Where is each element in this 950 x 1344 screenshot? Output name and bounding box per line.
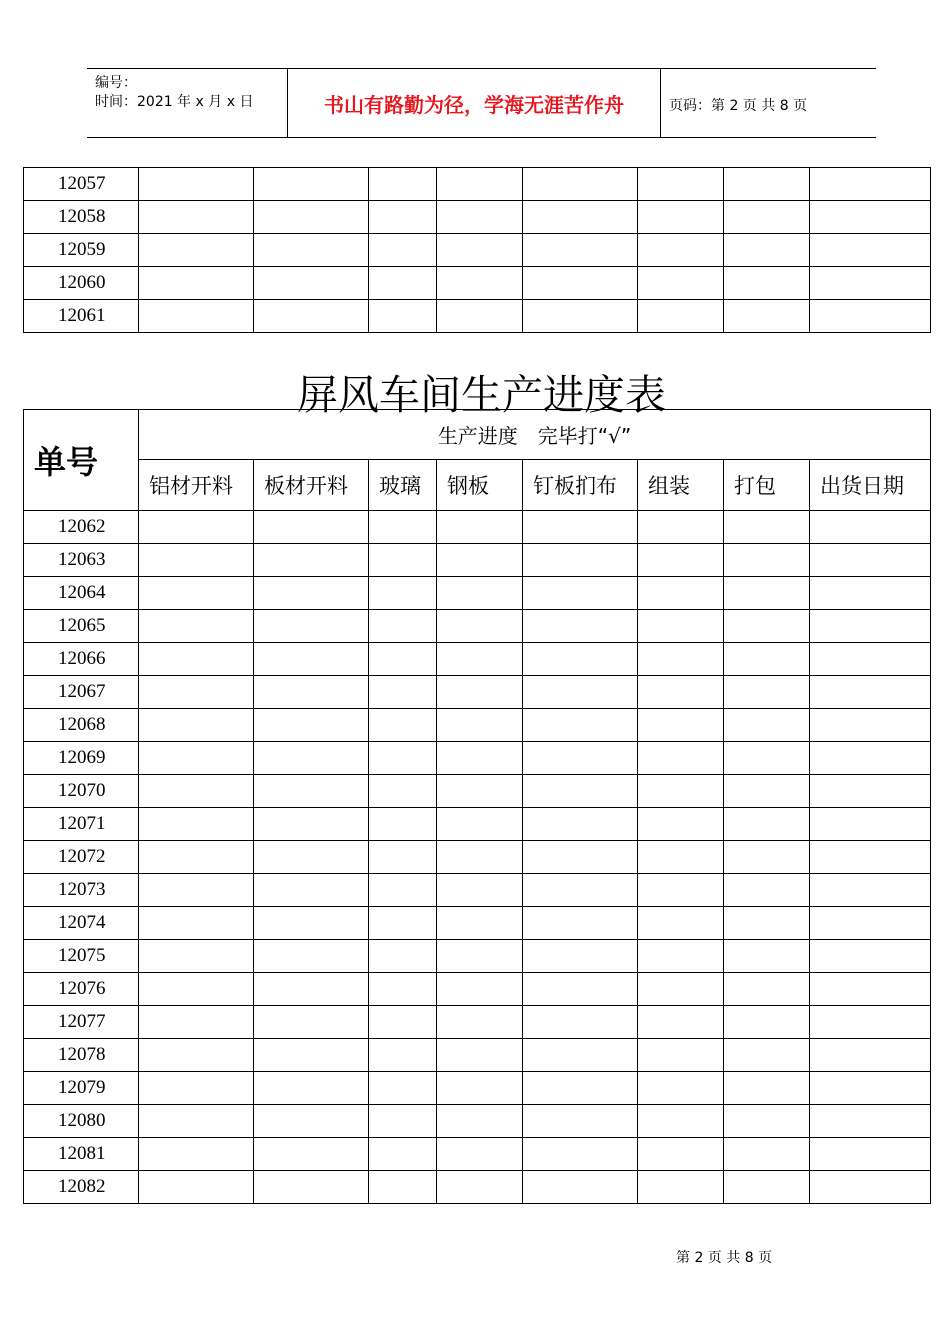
table-row [24,168,931,201]
order-number-cell: 12070 [24,775,139,808]
progress-cell[interactable] [724,874,810,907]
table-row [24,940,931,973]
progress-cell[interactable] [638,841,724,874]
motto: 书山有路勤为径，学海无涯苦作舟 [288,69,661,137]
column-header: 铝材开料 [139,460,254,511]
progress-cell[interactable] [139,168,254,201]
progress-cell[interactable] [254,300,369,333]
table-row [24,841,931,874]
progress-cell[interactable] [810,1105,931,1138]
order-number-cell: 12060 [24,267,139,300]
progress-cell[interactable] [254,577,369,610]
progress-cell[interactable] [139,1039,254,1072]
progress-cell[interactable] [254,1105,369,1138]
column-header: 钢板 [437,460,523,511]
progress-cell[interactable] [724,168,810,201]
progress-table [23,409,931,1204]
progress-cell[interactable] [724,1006,810,1039]
progress-cell[interactable] [810,168,931,201]
table-row [24,742,931,775]
progress-cell[interactable] [369,1105,437,1138]
progress-cell[interactable] [254,1006,369,1039]
progress-cell[interactable] [523,907,638,940]
progress-cell[interactable] [139,1138,254,1171]
progress-cell[interactable] [369,511,437,544]
progress-cell[interactable] [724,201,810,234]
progress-cell[interactable] [638,808,724,841]
progress-cell[interactable] [523,643,638,676]
column-header: 组装 [638,460,724,511]
progress-cell[interactable] [638,234,724,267]
table-row [24,1039,931,1072]
progress-cell[interactable] [523,808,638,841]
progress-cell[interactable] [254,643,369,676]
progress-cell[interactable] [437,808,523,841]
order-number-cell: 12073 [24,874,139,907]
order-number-cell: 12072 [24,841,139,874]
progress-cell[interactable] [437,874,523,907]
progress-cell[interactable] [369,973,437,1006]
table-row [24,775,931,808]
order-number-cell: 12057 [24,168,139,201]
code-label: 编号： [95,75,137,91]
order-number-cell: 12059 [24,234,139,267]
progress-cell[interactable] [810,300,931,333]
progress-cell[interactable] [638,1072,724,1105]
progress-cell[interactable] [810,1039,931,1072]
progress-cell[interactable] [254,907,369,940]
progress-cell[interactable] [724,808,810,841]
progress-cell[interactable] [139,1072,254,1105]
order-number-cell: 12081 [24,1138,139,1171]
progress-cell[interactable] [369,544,437,577]
progress-cell[interactable] [254,201,369,234]
progress-cell[interactable] [523,234,638,267]
progress-cell[interactable] [724,676,810,709]
progress-cell[interactable] [638,577,724,610]
progress-cell[interactable] [523,709,638,742]
progress-cell[interactable] [810,775,931,808]
progress-cell[interactable] [638,643,724,676]
progress-cell[interactable] [638,676,724,709]
progress-cell[interactable] [724,1138,810,1171]
progress-cell[interactable] [523,742,638,775]
progress-cell[interactable] [638,1105,724,1138]
header-meta [87,69,288,137]
progress-cell[interactable] [254,267,369,300]
table-row [24,973,931,1006]
progress-cell[interactable] [810,1006,931,1039]
progress-cell[interactable] [638,940,724,973]
table-row [24,874,931,907]
order-number-cell: 12074 [24,907,139,940]
progress-cell[interactable] [523,1006,638,1039]
progress-cell[interactable] [254,1072,369,1105]
top-table [23,167,931,333]
progress-cell[interactable] [638,511,724,544]
progress-cell[interactable] [437,907,523,940]
progress-cell[interactable] [369,808,437,841]
progress-cell[interactable] [523,511,638,544]
progress-cell[interactable] [139,610,254,643]
progress-cell[interactable] [254,841,369,874]
order-number-cell: 12080 [24,1105,139,1138]
page-info: 页码：第 2 页 共 8 页 [669,98,808,114]
progress-cell[interactable] [724,300,810,333]
progress-cell[interactable] [810,544,931,577]
progress-cell[interactable] [523,577,638,610]
order-number-cell: 12071 [24,808,139,841]
progress-cell[interactable] [139,940,254,973]
progress-cell[interactable] [523,1138,638,1171]
progress-cell[interactable] [139,201,254,234]
table-row [24,1138,931,1171]
table-row [24,808,931,841]
table-row [24,234,931,267]
progress-cell[interactable] [724,234,810,267]
progress-cell[interactable] [523,1039,638,1072]
progress-cell[interactable] [724,643,810,676]
progress-cell[interactable] [139,267,254,300]
progress-cell[interactable] [437,1105,523,1138]
progress-cell[interactable] [369,168,437,201]
progress-cell[interactable] [437,610,523,643]
progress-cell[interactable] [254,874,369,907]
progress-cell[interactable] [638,1138,724,1171]
progress-cell[interactable] [810,577,931,610]
progress-cell[interactable] [254,234,369,267]
progress-cell[interactable] [254,973,369,1006]
table-row [24,511,931,544]
progress-cell[interactable] [638,267,724,300]
progress-cell[interactable] [369,841,437,874]
progress-cell[interactable] [724,940,810,973]
table-row [24,709,931,742]
progress-cell[interactable] [638,300,724,333]
time-label: 时间：2021 年 x 月 x 日 [95,94,254,110]
progress-cell[interactable] [369,775,437,808]
progress-cell[interactable] [810,841,931,874]
progress-cell[interactable] [437,643,523,676]
progress-cell[interactable] [139,742,254,775]
order-number-cell: 12082 [24,1171,139,1204]
progress-cell[interactable] [810,1072,931,1105]
order-number-header: 单号 [24,410,139,511]
progress-cell[interactable] [139,775,254,808]
progress-cell[interactable] [810,742,931,775]
table-row [24,577,931,610]
progress-cell[interactable] [523,300,638,333]
progress-cell[interactable] [638,874,724,907]
table-row [24,610,931,643]
progress-cell[interactable] [810,267,931,300]
progress-cell[interactable] [638,775,724,808]
progress-cell[interactable] [810,1171,931,1204]
progress-cell[interactable] [523,841,638,874]
table-row [24,544,931,577]
progress-cell[interactable] [369,577,437,610]
order-number-cell: 12067 [24,676,139,709]
progress-cell[interactable] [369,300,437,333]
progress-cell[interactable] [638,907,724,940]
progress-cell[interactable] [523,201,638,234]
progress-cell[interactable] [437,841,523,874]
progress-cell[interactable] [724,610,810,643]
progress-cell[interactable] [369,610,437,643]
progress-cell[interactable] [724,709,810,742]
progress-cell[interactable] [523,168,638,201]
progress-cell[interactable] [369,940,437,973]
progress-cell[interactable] [254,1039,369,1072]
progress-cell[interactable] [254,1171,369,1204]
progress-cell[interactable] [437,1072,523,1105]
progress-cell[interactable] [254,940,369,973]
progress-cell[interactable] [369,1171,437,1204]
progress-cell[interactable] [437,709,523,742]
table-row [24,300,931,333]
progress-cell[interactable] [810,643,931,676]
progress-header: 生产进度 完毕打“√” [139,410,931,460]
progress-cell[interactable] [638,973,724,1006]
order-number-cell: 12065 [24,610,139,643]
progress-cell[interactable] [437,1138,523,1171]
progress-cell[interactable] [254,775,369,808]
progress-cell[interactable] [724,1039,810,1072]
progress-cell[interactable] [810,610,931,643]
progress-cell[interactable] [139,808,254,841]
progress-cell[interactable] [369,1039,437,1072]
progress-cell[interactable] [369,267,437,300]
progress-cell[interactable] [369,874,437,907]
column-header: 钉板扪布 [523,460,638,511]
progress-cell[interactable] [437,1006,523,1039]
progress-cell[interactable] [724,973,810,1006]
progress-cell[interactable] [254,610,369,643]
progress-cell[interactable] [724,511,810,544]
table-row [24,1171,931,1204]
progress-cell[interactable] [139,1105,254,1138]
progress-cell[interactable] [724,742,810,775]
progress-cell[interactable] [638,168,724,201]
progress-cell[interactable] [724,267,810,300]
order-number-cell: 12066 [24,643,139,676]
progress-cell[interactable] [724,577,810,610]
order-number-cell: 12064 [24,577,139,610]
progress-cell[interactable] [437,1039,523,1072]
progress-cell[interactable] [139,1171,254,1204]
progress-cell[interactable] [810,234,931,267]
progress-cell[interactable] [523,1105,638,1138]
table-row [24,1072,931,1105]
progress-cell[interactable] [810,973,931,1006]
progress-cell[interactable] [523,775,638,808]
progress-cell[interactable] [810,201,931,234]
progress-cell[interactable] [437,300,523,333]
table-row [24,201,931,234]
progress-cell[interactable] [139,577,254,610]
order-number-cell: 12079 [24,1072,139,1105]
progress-cell[interactable] [139,676,254,709]
progress-cell[interactable] [724,775,810,808]
table-row [24,1105,931,1138]
progress-cell[interactable] [437,742,523,775]
progress-cell[interactable] [638,1171,724,1204]
progress-cell[interactable] [810,1138,931,1171]
progress-cell[interactable] [139,1006,254,1039]
order-number-cell: 12075 [24,940,139,973]
progress-cell[interactable] [523,544,638,577]
order-number-cell: 12063 [24,544,139,577]
progress-cell[interactable] [369,676,437,709]
progress-cell[interactable] [523,874,638,907]
progress-cell[interactable] [638,709,724,742]
progress-cell[interactable] [369,234,437,267]
page-header [87,68,876,138]
progress-cell[interactable] [369,1138,437,1171]
progress-cell[interactable] [437,1171,523,1204]
order-number-cell: 12078 [24,1039,139,1072]
table-row [24,676,931,709]
table-row [24,907,931,940]
progress-cell[interactable] [638,1006,724,1039]
progress-cell[interactable] [638,201,724,234]
progress-cell[interactable] [810,940,931,973]
order-number-cell: 12062 [24,511,139,544]
column-header: 打包 [724,460,810,511]
progress-cell[interactable] [724,544,810,577]
progress-cell[interactable] [139,300,254,333]
progress-cell[interactable] [523,676,638,709]
order-number-cell: 12068 [24,709,139,742]
progress-cell[interactable] [254,709,369,742]
progress-cell[interactable] [523,940,638,973]
progress-cell[interactable] [369,709,437,742]
progress-cell[interactable] [523,1171,638,1204]
page-footer: 第 2 页 共 8 页 [676,1250,773,1266]
progress-cell[interactable] [810,676,931,709]
progress-cell[interactable] [724,1171,810,1204]
table-row [24,643,931,676]
progress-cell[interactable] [523,973,638,1006]
progress-cell[interactable] [523,610,638,643]
progress-cell[interactable] [139,841,254,874]
progress-cell[interactable] [724,1072,810,1105]
progress-cell[interactable] [254,808,369,841]
progress-cell[interactable] [254,676,369,709]
progress-cell[interactable] [254,742,369,775]
progress-cell[interactable] [139,544,254,577]
progress-cell[interactable] [139,234,254,267]
column-header: 出货日期 [810,460,931,511]
progress-cell[interactable] [139,973,254,1006]
progress-cell[interactable] [724,1105,810,1138]
progress-cell[interactable] [139,874,254,907]
progress-cell[interactable] [810,907,931,940]
progress-cell[interactable] [437,940,523,973]
progress-cell[interactable] [638,1039,724,1072]
progress-cell[interactable] [369,1006,437,1039]
progress-cell[interactable] [437,676,523,709]
order-number-cell: 12077 [24,1006,139,1039]
progress-cell[interactable] [437,267,523,300]
column-header: 玻璃 [369,460,437,511]
progress-cell[interactable] [523,1072,638,1105]
progress-cell[interactable] [139,511,254,544]
progress-cell[interactable] [638,544,724,577]
progress-cell[interactable] [437,775,523,808]
progress-cell[interactable] [724,841,810,874]
progress-cell[interactable] [139,709,254,742]
column-header: 板材开料 [254,460,369,511]
table-row [24,1006,931,1039]
progress-cell[interactable] [369,643,437,676]
progress-cell[interactable] [437,511,523,544]
progress-cell[interactable] [369,201,437,234]
progress-cell[interactable] [724,907,810,940]
progress-cell[interactable] [810,874,931,907]
progress-cell[interactable] [810,511,931,544]
progress-cell[interactable] [139,907,254,940]
progress-cell[interactable] [437,544,523,577]
progress-cell[interactable] [254,168,369,201]
progress-cell[interactable] [810,808,931,841]
order-number-cell: 12069 [24,742,139,775]
progress-cell[interactable] [810,709,931,742]
progress-cell[interactable] [437,168,523,201]
order-number-cell: 12076 [24,973,139,1006]
progress-cell[interactable] [254,544,369,577]
progress-cell[interactable] [254,511,369,544]
progress-cell[interactable] [437,973,523,1006]
progress-cell[interactable] [523,267,638,300]
progress-cell[interactable] [437,577,523,610]
progress-cell[interactable] [437,234,523,267]
progress-cell[interactable] [638,742,724,775]
table-row [24,267,931,300]
progress-cell[interactable] [254,1138,369,1171]
progress-cell[interactable] [369,1072,437,1105]
progress-cell[interactable] [437,201,523,234]
progress-cell[interactable] [638,610,724,643]
order-number-cell: 12058 [24,201,139,234]
progress-cell[interactable] [369,742,437,775]
order-number-cell: 12061 [24,300,139,333]
progress-cell[interactable] [369,907,437,940]
page-title: 屏风车间生产进度表 [297,371,666,419]
progress-cell[interactable] [139,643,254,676]
